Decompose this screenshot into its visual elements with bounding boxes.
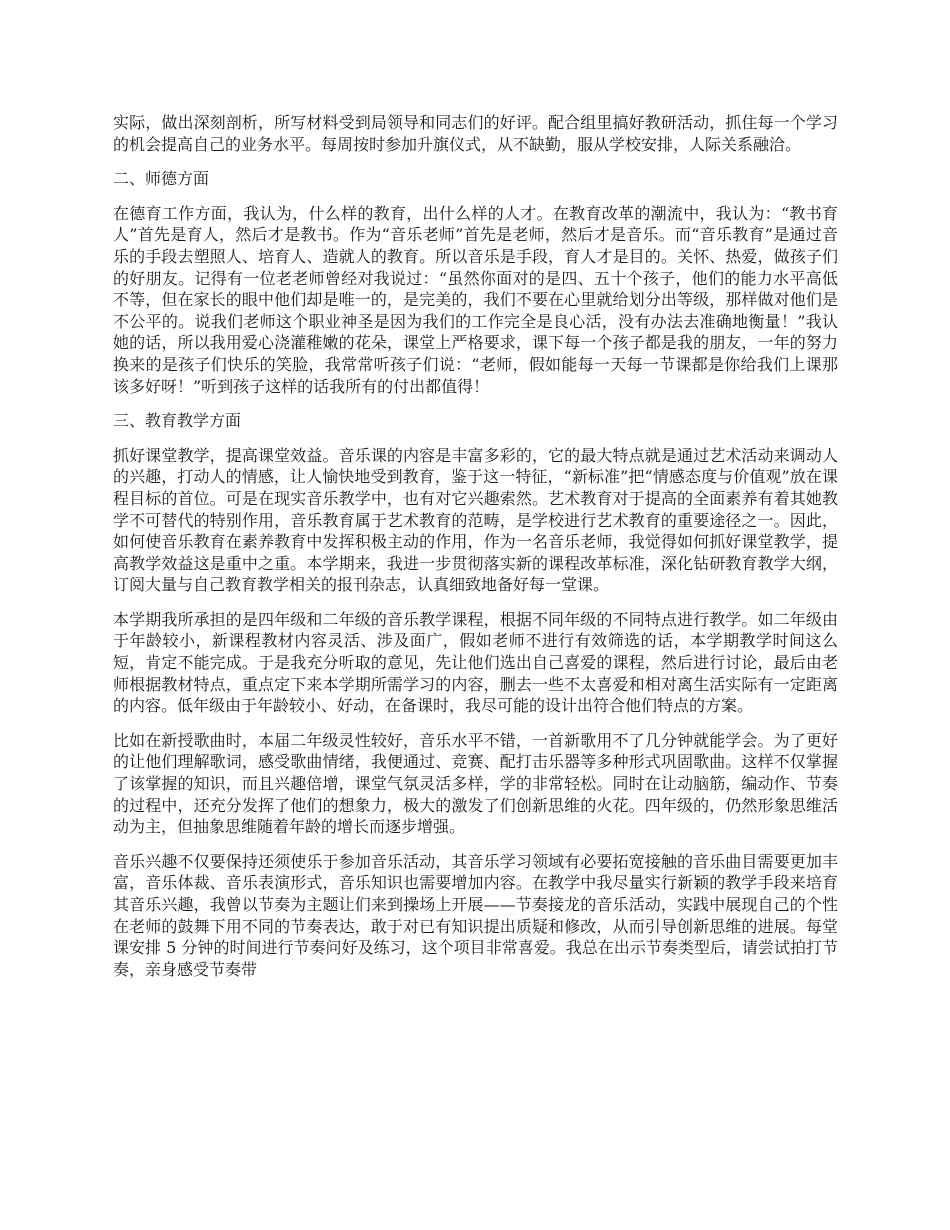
section-heading-ethics: 二、师德方面 [113,169,210,189]
document-page [113,112,838,993]
paragraph-grade-courses: 本学期我所承担的是四年级和二年级的音乐教学课程，根据不同年级的不同特点进行教学。如二年级由于年龄较小，新课程教材内容灵活、涉及面广，假如老师不进行有效筛选的话，本学期教学时间这么短，肯定不能完成。于是我充分听取的意见，先让他们选出自己喜爱的课程，然后进行讨论，最后由老师根据教材特点，重点定下来本学期所需学习的内容，删去一些不太喜爱和相对离生活实际有一定距离的内容。低年级由于年龄较小、好动，在备课时，我尽可能的设计出符合他们特点的方案。 [113,609,838,716]
paragraph-new-songs: 比如在新授歌曲时，本届二年级灵性较好，音乐水平不错，一首新歌用不了几分钟就能学会。为了更好的让他们理解歌词，感受歌曲情绪，我便通过、竞赛、配打击乐器等多种形式巩固歌曲。这样不仅掌握了该掌握的知识，而且兴趣倍增，课堂气氛灵活多样，学的非常轻松。同时在让动脑筋，编动作、节奏的过程中，还充分发挥了他们的想象力，极大的激发了们创新思维的火花。四年级的，仍然形象思维活动为主，但抽象思维随着年龄的增长而逐步增强。 [113,730,838,837]
paragraph-classroom-teaching: 抓好课堂教学，提高课堂效益。音乐课的内容是丰富多彩的，它的最大特点就是通过艺术活动来调动人的兴趣，打动人的情感，让人愉快地受到教育，鉴于这一特征，“新标准”把“情感态度与价值观”放在课程目标的首位。可是在现实音乐教学中，也有对它兴趣索然。艺术教育对于提高的全面素养有着其她教学不可替代的特别作用，音乐教育属于艺术教育的范畴，是学校进行艺术教育的重要途径之一。因此，如何使音乐教育在素养教育中发挥积极主动的作用，作为一名音乐老师，我觉得如何抓好课堂教学，提高教学效益这是重中之重。本学期来，我进一步贯彻落实新的课程改革标准，深化钻研教育教学大纲，订阅大量与自己教育教学相关的报刊杂志，认真细致地备好每一堂课。 [113,445,838,595]
paragraph-ethics: 在德育工作方面，我认为，什么样的教育，出什么样的人才。在教育改革的潮流中，我认为：“教书育人”首先是育人，然后才是教书。作为“音乐老师”首先是老师，然后才是音乐。而“音乐教育”是通过音乐的手段去塑照人、培育人、造就人的教育。所以音乐是手段，育人才是目的。关怀、热爱，做孩子们的好朋友。记得有一位老老师曾经对我说过：“虽然你面对的是四、五十个孩子，他们的能力水平高低不等，但在家长的眼中他们却是唯一的，是完美的，我们不要在心里就给划分出等级，那样做对他们是不公平的。说我们老师这个职业神圣是因为我们的工作完全是良心活，没有办法去准确地衡量！”我认她的话，所以我用爱心浇灌稚嫩的花朵，课堂上严格要求，课下每一个孩子都是我的朋友，一年的努力换来的是孩子们快乐的笑脸，我常常听孩子们说：“老师，假如能每一天每一节课都是你给我们上课那该多好呀！”听到孩子这样的话我所有的付出都值得！ [113,203,838,396]
paragraph-intro: 实际，做出深刻剖析，所写材料受到局领导和同志们的好评。配合组里搞好教研活动，抓住每一个学习的机会提高自己的业务水平。每周按时参加升旗仪式，从不缺勤，服从学校安排，人际关系融洽。 [113,113,838,154]
section-heading-teaching: 三、教育教学方面 [113,411,242,431]
paragraph-music-interest: 音乐兴趣不仅要保持还须使乐于参加音乐活动，其音乐学习领域有必要拓宽接触的音乐曲目需要更加丰富，音乐体裁、音乐表演形式，音乐知识也需要增加内容。在教学中我尽量实行新颖的教学手段来培育其音乐兴趣，我曾以节奏为主题让们来到操场上开展——节奏接龙的音乐活动，实践中展现自己的个性在老师的鼓舞下用不同的节奏表达，敢于对已有知识提出质疑和修改，从而引导创新思维的进展。每堂课安排 5 分钟的时间进行节奏问好及练习，这个项目非常喜爱。我总在出示节奏类型后，请尝试拍打节奏，亲身感受节奏带 [113,851,838,979]
